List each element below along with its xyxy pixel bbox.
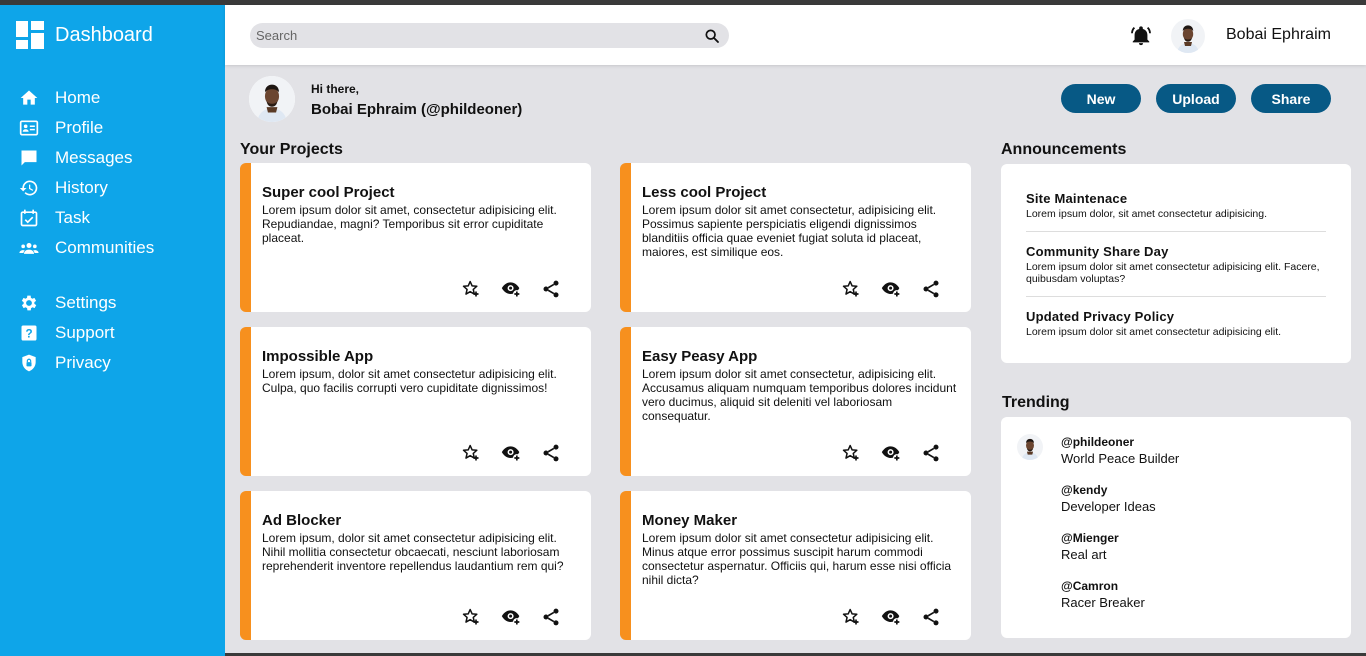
profile-card-icon [19,118,39,138]
announcement-item[interactable] [1026,309,1326,338]
trending-handle: @Camron [1061,579,1119,593]
project-title: Impossible App [262,348,374,365]
avatar-image [1017,434,1043,460]
trending-description: Developer Ideas [1061,499,1156,514]
gear-icon [19,293,39,313]
trending-title: Trending [1002,394,1070,411]
project-description: Lorem ipsum dolor sit amet consectetur, adipisicing elit. Accusamus aliquam numquam temporibus dolores incidunt vero ducimus, aliquid sit deleniti vel laboriosam consequatur. [642,367,957,423]
calendar-check-icon [19,208,39,228]
project-actions [441,607,561,627]
trending-avatar [1017,434,1043,460]
eye-add-icon[interactable] [501,443,521,463]
project-description: Lorem ipsum dolor sit amet consectetur, adipisicing elit. Possimus sapiente perspiciatis eligendi dignissimos blanditiis officia quae eveniet fugiat soluta id placeat, maiores, est similique eos. [642,203,937,259]
projects-title: Your Projects [240,141,343,158]
project-actions [821,443,941,463]
greeting-text: Hi there, [311,82,360,96]
sidebar-item-label: Support [55,323,115,342]
project-card[interactable] [240,327,591,476]
project-actions [821,279,941,299]
dashboard-icon [16,21,44,49]
sidebar-item-privacy[interactable] [19,348,219,378]
sidebar-item-messages[interactable] [19,143,219,173]
announcements-panel [1001,164,1351,363]
top-header [225,5,1366,65]
announcement-text: Lorem ipsum dolor, sit amet consectetur adipisicing. [1026,208,1268,220]
project-card[interactable] [620,327,971,476]
announcement-text: Lorem ipsum dolor sit amet consectetur adipisicing elit. [1026,326,1282,338]
people-icon [19,238,39,258]
trending-panel [1001,417,1351,638]
sidebar-item-label: Profile [55,118,104,137]
home-icon [19,88,39,108]
project-actions [821,607,941,627]
sidebar-item-label: Task [55,208,90,227]
announcement-item[interactable] [1026,191,1326,220]
project-title: Money Maker [642,512,738,529]
sidebar-item-label: History [55,178,108,197]
star-add-icon[interactable] [461,443,481,463]
project-card[interactable] [620,491,971,640]
announcement-title: Updated Privacy Policy [1026,309,1175,324]
share-icon[interactable] [541,279,561,299]
trending-handle: @kendy [1061,483,1108,497]
sidebar-item-communities[interactable] [19,233,219,263]
announcement-text: Lorem ipsum dolor sit amet consectetur adipisicing elit. Facere, quibusdam voluptas? [1026,261,1320,285]
trending-description: Real art [1061,547,1107,562]
share-icon[interactable] [921,443,941,463]
project-actions [441,279,561,299]
share-button[interactable]: Share [1251,84,1331,113]
trending-description: World Peace Builder [1061,451,1180,466]
announcement-title: Site Maintenace [1026,191,1128,206]
history-icon [19,178,39,198]
project-description: Lorem ipsum, dolor sit amet consectetur adipisicing elit. Culpa, quo facilis corrupti vero cupiditate dignissimos! [262,367,557,395]
announcements-title: Announcements [1001,141,1127,158]
welcome-user-name: Bobai Ephraim (@phildeoner) [311,101,523,118]
divider [1026,296,1326,297]
project-title: Less cool Project [642,184,767,201]
sidebar-item-label: Communities [55,238,155,257]
star-add-icon[interactable] [461,279,481,299]
message-icon [19,148,39,168]
star-add-icon[interactable] [461,607,481,627]
project-actions [441,443,561,463]
trending-item[interactable] [1061,579,1145,610]
share-icon[interactable] [541,443,561,463]
project-title: Ad Blocker [262,512,342,529]
trending-item[interactable] [1061,435,1179,466]
search-input[interactable] [250,23,680,48]
project-description: Lorem ipsum dolor sit amet, consectetur adipisicing elit. Repudiandae, magni? Temporibus sit error cupiditate placeat. [262,203,557,245]
project-description: Lorem ipsum dolor sit amet consectetur adipisicing elit. Minus atque error possimus suscipit harum commodi consectetur aspernatur. Officiis qui, harum esse nisi officia nihil dicta? [642,531,952,587]
sidebar-item-label: Settings [55,293,117,312]
sidebar-item-profile[interactable] [19,113,219,143]
project-title: Easy Peasy App [642,348,758,365]
eye-add-icon[interactable] [881,443,901,463]
trending-item[interactable] [1061,483,1156,514]
trending-description: Racer Breaker [1061,595,1145,610]
project-card[interactable] [240,163,591,312]
share-icon[interactable] [921,607,941,627]
sidebar-item-label: Messages [55,148,133,167]
sidebar-nav-secondary [19,288,219,378]
eye-add-icon[interactable] [881,279,901,299]
project-card[interactable] [620,163,971,312]
sidebar-item-task[interactable] [19,203,219,233]
sidebar-item-home[interactable] [19,83,219,113]
sidebar-nav-main [19,83,219,263]
eye-add-icon[interactable] [501,279,521,299]
trending-handle: @Mienger [1061,531,1119,545]
new-button[interactable]: New [1061,84,1141,113]
sidebar-item-label: Home [55,88,101,107]
user-avatar[interactable] [1171,19,1205,53]
brand[interactable] [16,21,153,49]
search-bar [250,23,729,48]
brand-title: Dashboard [55,23,153,46]
star-add-icon[interactable] [841,279,861,299]
help-icon [19,323,39,343]
divider [1026,231,1326,232]
project-title: Super cool Project [262,184,395,201]
project-description: Lorem ipsum, dolor sit amet consectetur adipisicing elit. Nihil mollitia consectetur obcaecati, nesciunt laboriosam reprehenderit inventore repellendus laudantium rem qui? [262,531,564,573]
trending-item[interactable] [1061,531,1119,562]
share-icon[interactable] [921,279,941,299]
star-add-icon[interactable] [841,607,861,627]
project-card[interactable] [240,491,591,640]
bell-icon[interactable] [1130,25,1152,47]
sidebar [0,5,225,656]
header-user-name[interactable]: Bobai Ephraim [1226,26,1331,43]
svg-text:?: ? [25,327,33,341]
upload-button[interactable]: Upload [1156,84,1236,113]
shield-lock-icon [19,353,39,373]
avatar-image [249,76,295,122]
trending-handle: @phildeoner [1061,435,1135,449]
sidebar-item-label: Privacy [55,353,111,372]
welcome-avatar [249,76,295,122]
sidebar-item-support[interactable] [19,318,219,348]
share-icon[interactable] [541,607,561,627]
sidebar-item-settings[interactable] [19,288,219,318]
sidebar-item-history[interactable] [19,173,219,203]
eye-add-icon[interactable] [881,607,901,627]
announcement-item[interactable] [1026,244,1326,285]
search-icon[interactable] [704,28,720,44]
eye-add-icon[interactable] [501,607,521,627]
avatar-image [1171,19,1205,53]
star-add-icon[interactable] [841,443,861,463]
announcement-title: Community Share Day [1026,244,1169,259]
